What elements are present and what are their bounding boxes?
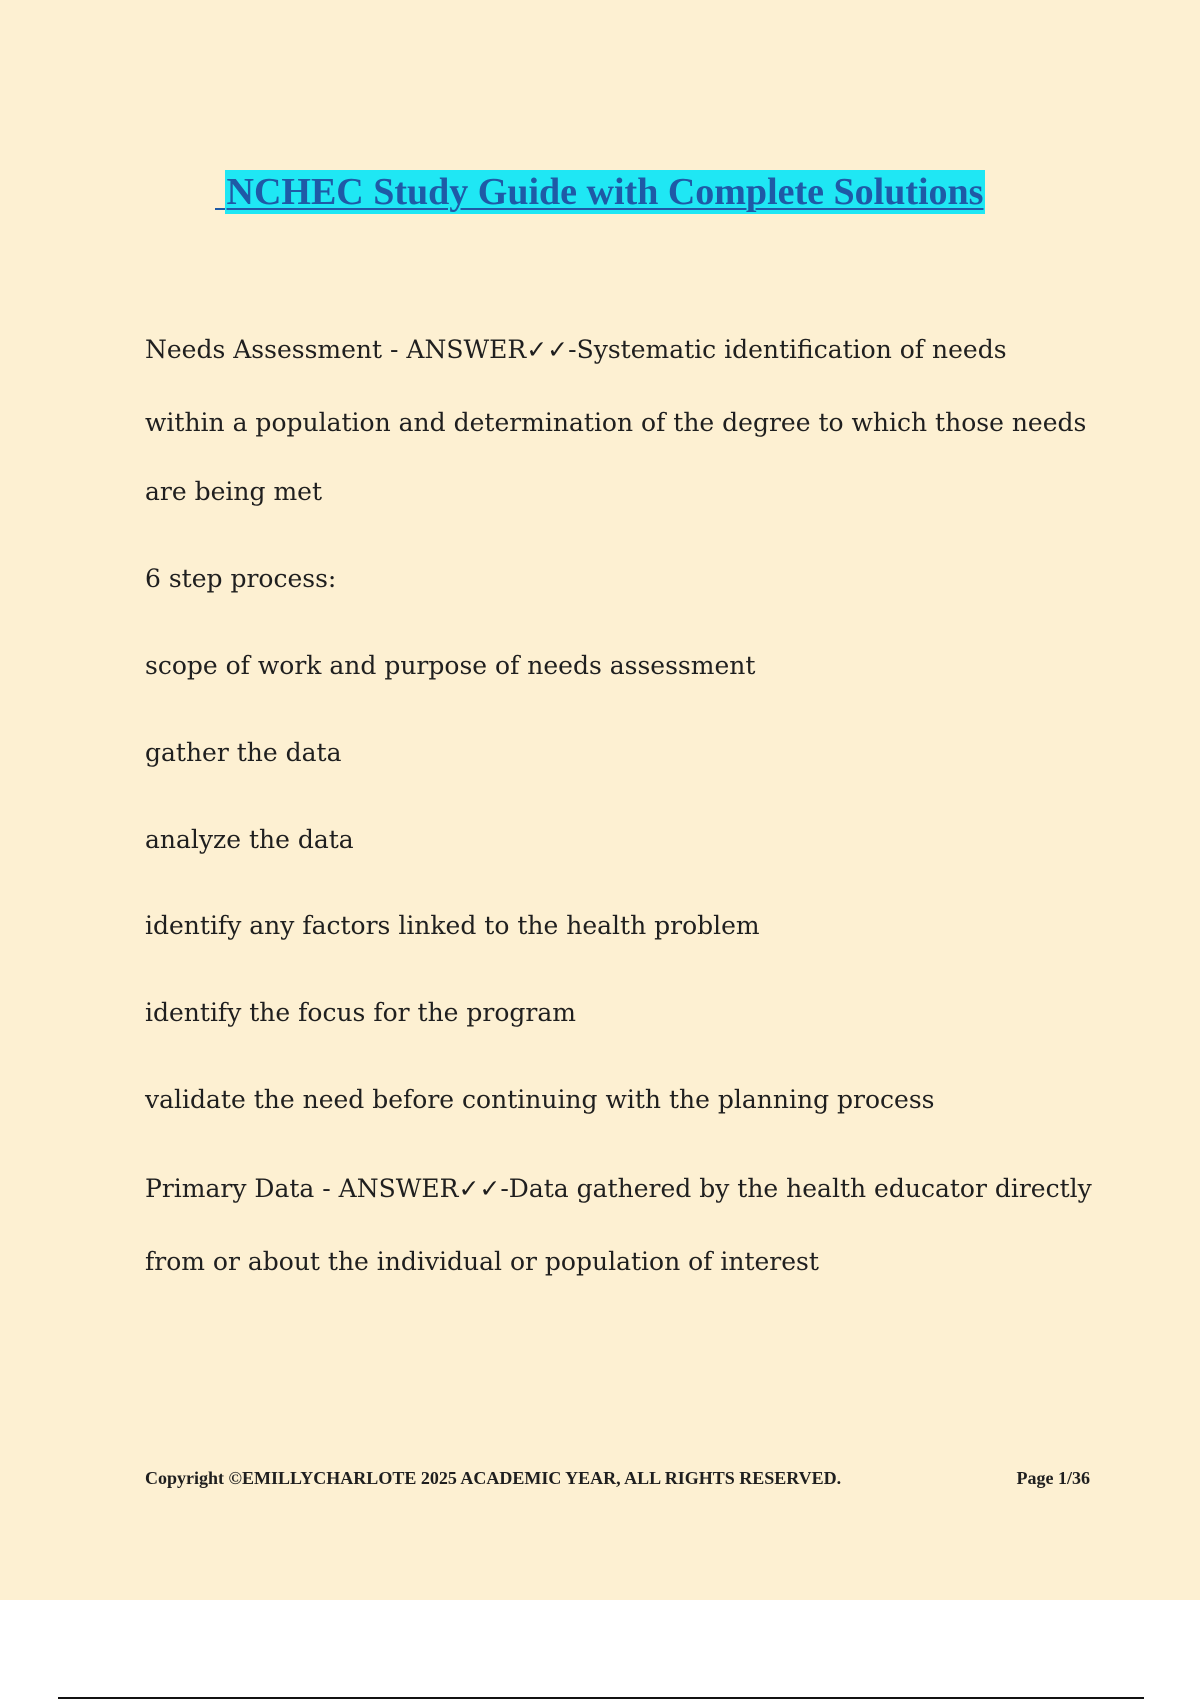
page-footer	[145, 1468, 1090, 1489]
body-line: from or about the individual or population of interest	[145, 1247, 819, 1276]
body-line: 6 step process:	[145, 564, 337, 593]
body-line: scope of work and purpose of needs assessment	[145, 651, 756, 680]
body-line: analyze the data	[145, 825, 354, 854]
document-title: NCHEC Study Guide with Complete Solutions	[226, 171, 984, 213]
body-line: within a population and determination of the degree to which those needs	[145, 408, 1087, 437]
title-underline-lead	[215, 170, 225, 210]
body-line: Primary Data - ANSWER✓✓-Data gathered by the health educator directly	[145, 1174, 1092, 1203]
copyright-notice: Copyright ©EMILLYCHARLOTE 2025 ACADEMIC YEAR, ALL RIGHTS RESERVED.	[145, 1468, 842, 1488]
body-line: identify any factors linked to the health problem	[145, 911, 760, 940]
body-line: Needs Assessment - ANSWER✓✓-Systematic identification of needs	[145, 335, 1007, 364]
page-separator-rule	[58, 1697, 1144, 1699]
body-line: gather the data	[145, 738, 342, 767]
page-number: Page 1/36	[1016, 1468, 1090, 1488]
title-block	[0, 170, 1200, 214]
body-line: identify the focus for the program	[145, 998, 576, 1027]
body-line: validate the need before continuing with the planning process	[145, 1085, 935, 1114]
body-line: are being met	[145, 477, 322, 506]
